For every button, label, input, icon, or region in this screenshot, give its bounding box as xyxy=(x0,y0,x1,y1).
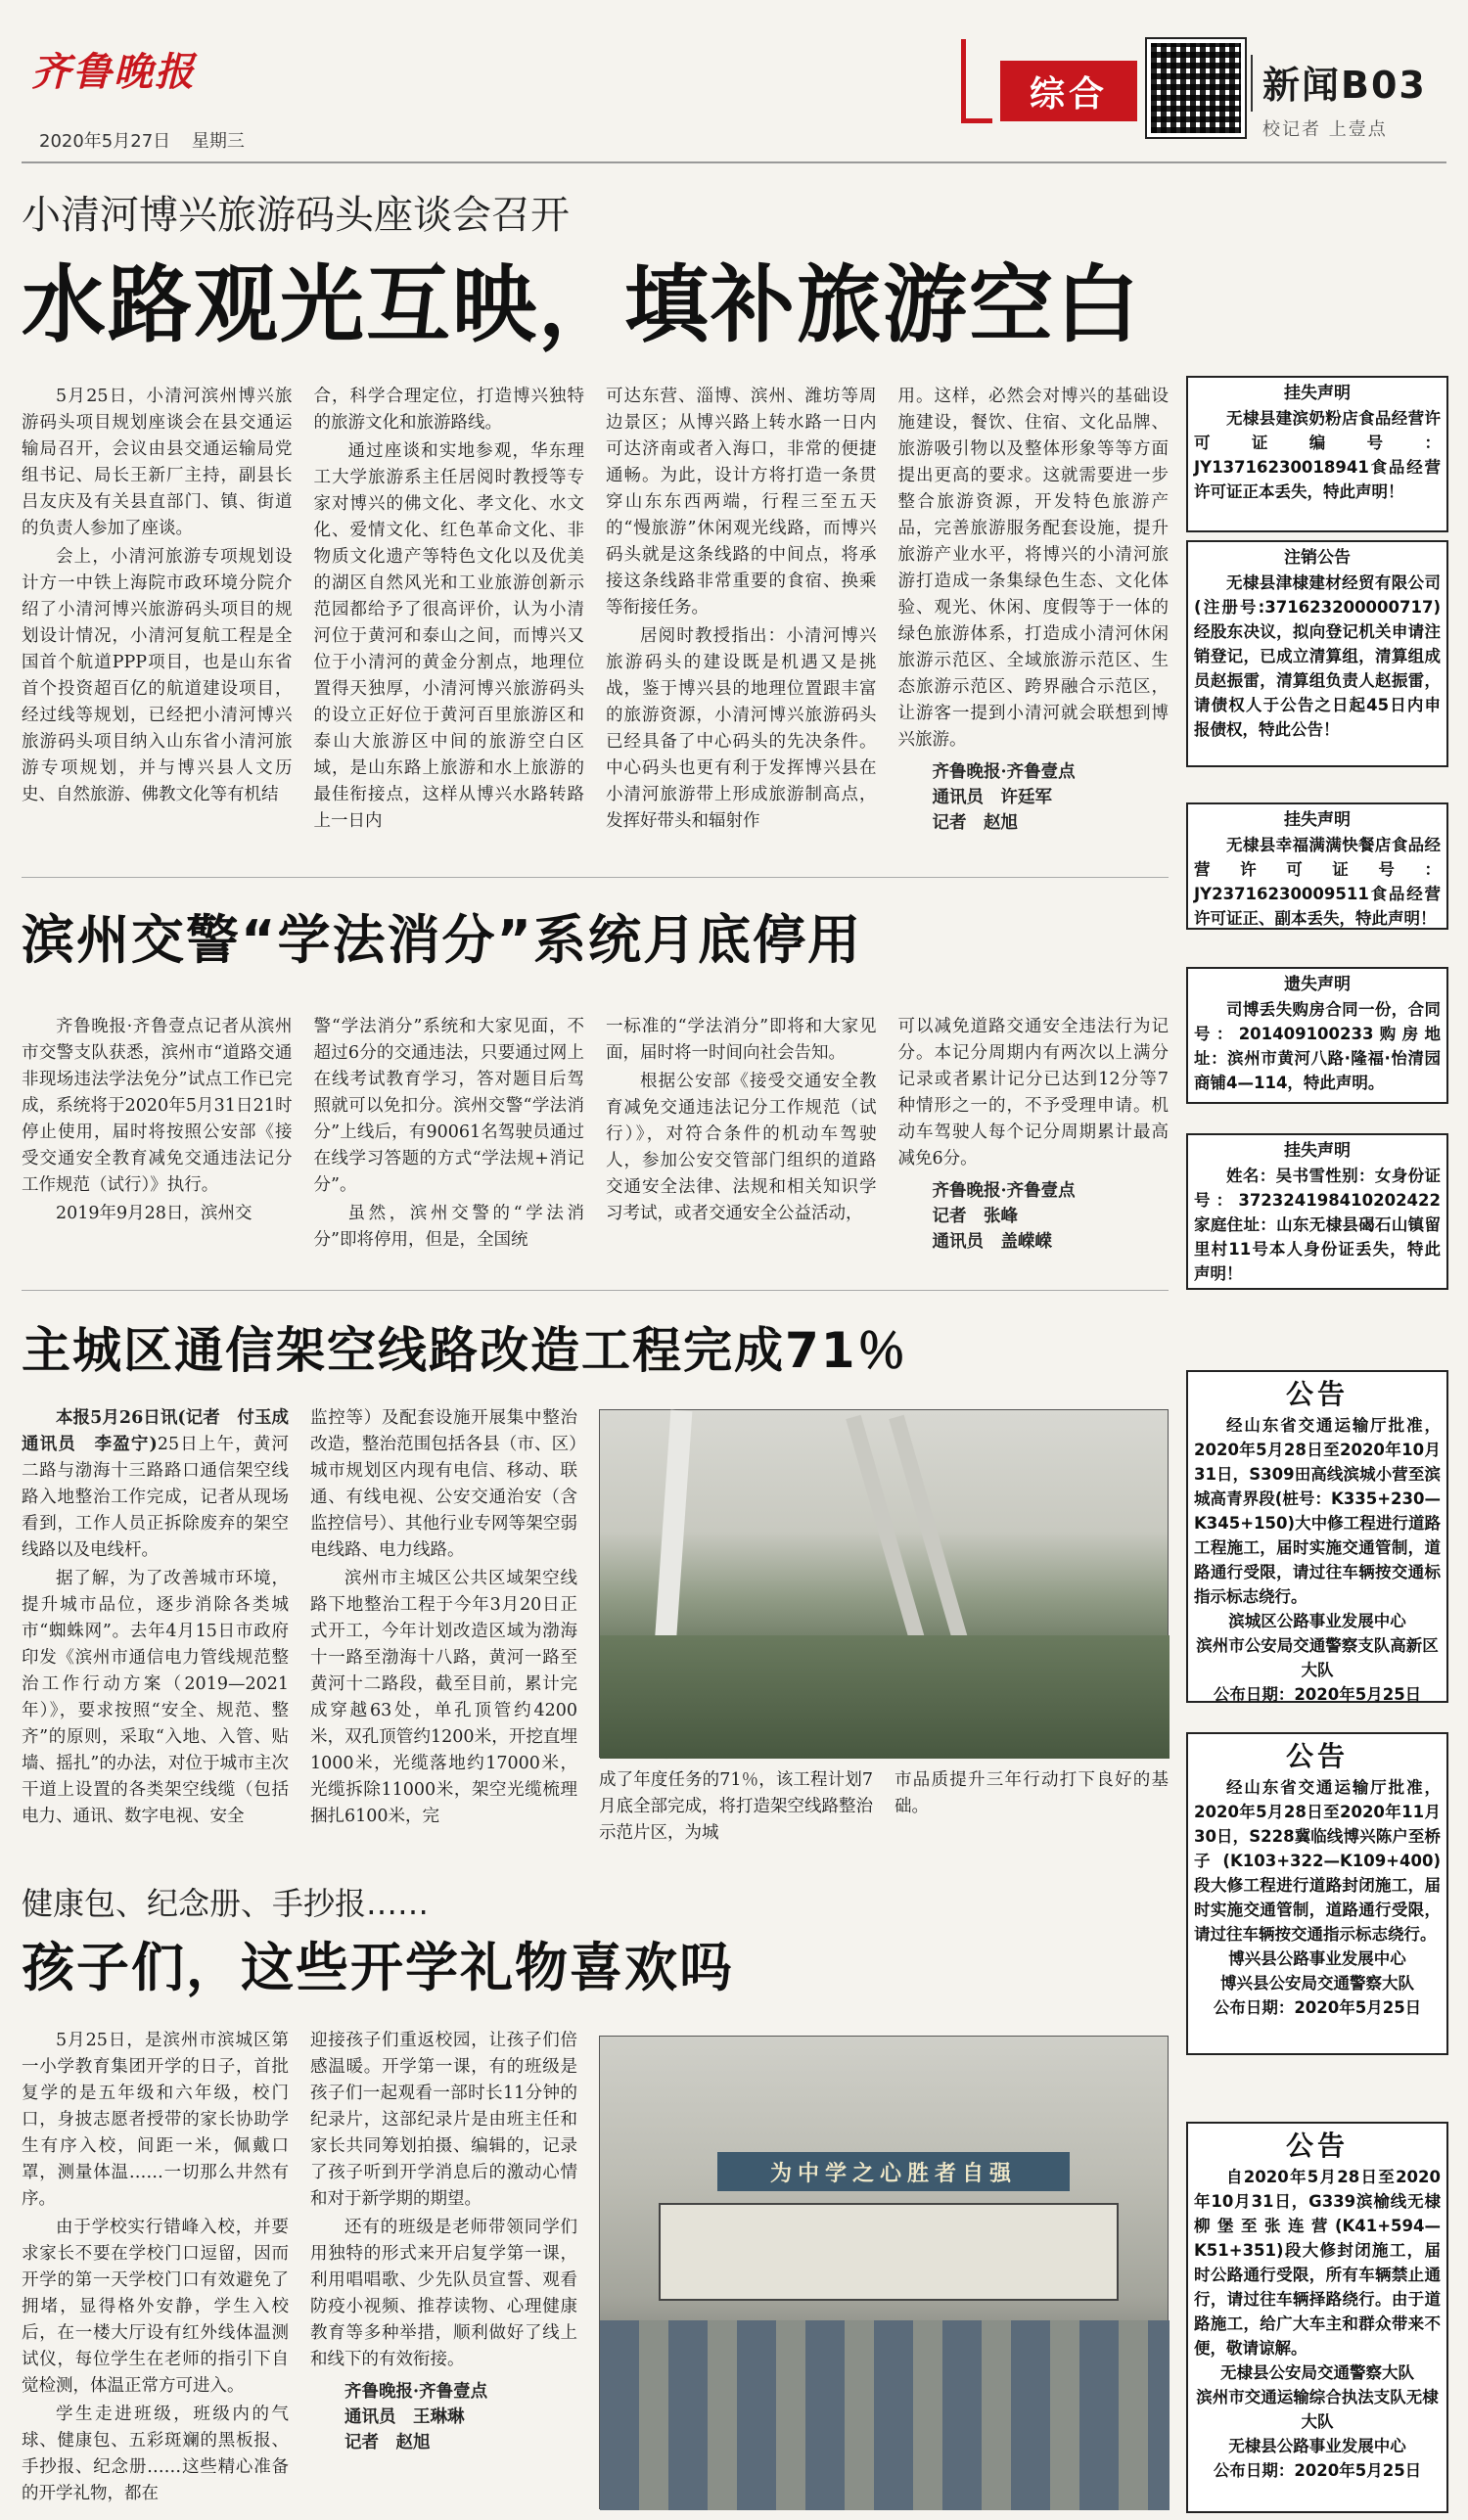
article2-paragraph: 根据公安部《接受交通安全教育减免交通违法记分工作规范（试行）》，对符合条件的机动车驾驶人，参加公安交管部门组织的道路交通安全法律、法规和相关知识学习考试，或者交通安全公益活动， xyxy=(606,1072,877,1223)
article3-lead-text: 25日上午，黄河二路与渤海十三路路口通信架空线路入地整治工作完成，记者从现场看到，工作人员正拆除废弃的架空线路以及电线杆。 xyxy=(22,1435,289,1560)
classified-ad xyxy=(1186,967,1448,1104)
ad-title: 挂失声明 xyxy=(1284,1141,1351,1161)
public-notice xyxy=(1186,1732,1448,2055)
caption-left: 成了年度任务的71％，该工程计划7月底全部完成，将打造架空线路整治示范片区，为城 xyxy=(599,1770,873,1843)
header-separator xyxy=(1251,55,1253,112)
notice-body: 经山东省交通运输厅批准，2020年5月28日至2020年11月30日，S228冀临线博兴陈户至桥子(K103+322—K109+400)段大修工程进行道路封闭施工，届时实施交通管制，道路通行受限，请过往车辆按交通指示标志绕行。 xyxy=(1194,1778,1441,1944)
ad-body: 姓名：吴书雪性别：女身份证号：372324198410202422家庭住址：山东无棣县碣石山镇留里村11号本人身份证丢失，特此声明！ xyxy=(1194,1167,1441,1283)
weekday-text: 星期三 xyxy=(191,131,245,152)
article3-paragraph xyxy=(22,1405,306,1564)
article1-col-1 xyxy=(22,384,293,861)
article4-col-1 xyxy=(22,2028,289,2507)
article1-paragraph: 5月25日，小清河滨州博兴旅游码头项目规划座谈会在县交通运输局召开，会议由县交通运输局党组书记、局长王新厂主持，副县长吕友庆及有关县直部门、镇、街道的负责人参加了座谈。 xyxy=(22,387,293,538)
notice-signatory: 滨州市公安局交通警察支队高新区大队 xyxy=(1196,1636,1439,1679)
byline-line: 记者 赵旭 xyxy=(344,2433,431,2452)
section-divider xyxy=(22,877,1169,878)
article3-paragraph: 监控等）及配套设施开展集中整治改造，整治范围包括各县（市、区）城市规划区内现有电信、移动、联通、有线电视、公安交通治安（含监控信号）、其他行业专网等架空弱电线路、电力线路。 xyxy=(310,1408,577,1560)
article4-body xyxy=(22,2028,577,2507)
classified-ad xyxy=(1186,540,1448,767)
notice-title: 公告 xyxy=(1285,1378,1349,1410)
page-number: 新闻B03 xyxy=(1262,64,1427,107)
blackboard-board xyxy=(659,2203,1119,2301)
date-text: 2020年5月27日 xyxy=(39,131,171,152)
notice-title: 公告 xyxy=(1285,1740,1349,1772)
ad-title: 遗失声明 xyxy=(1284,975,1351,994)
byline-line: 记者 赵旭 xyxy=(932,813,1018,833)
notice-signatory: 无棣县公路事业发展中心 xyxy=(1228,2437,1406,2455)
ad-body: 无棣县津棣建材经贸有限公司(注册号:371623200000717)经股东决议，拟向登记机关申请注销登记，已成立清算组，清算组成员赵振雷，清算组负责人赵振雷，请债权人于公告之日起45日内申报债权，特此公告！ xyxy=(1194,573,1441,739)
header-rule xyxy=(22,161,1446,163)
article4-paragraph: 5月25日，是滨州市滨城区第一小学教育集团开学的日子，首批复学的是五年级和六年级，校门口，身披志愿者授带的家长协助学生有序入校，间距一米，佩戴口罩，测量体温……一切那么井然有序。 xyxy=(22,2031,289,2209)
article4-col-2 xyxy=(310,2028,577,2507)
public-notice xyxy=(1186,2122,1448,2513)
publication-date xyxy=(39,127,260,153)
article2-paragraph: 可以减免道路交通安全违法行为记分。本记分周期内有两次以上满分记录或者累计记分已达到12分等7种情形之一的，不予受理申请。机动车驾驶人每个记分周期累计最高减免6分。 xyxy=(897,1017,1169,1168)
notice-date: 公布日期：2020年5月25日 xyxy=(1213,2461,1422,2480)
article2-col-4 xyxy=(898,1014,1170,1276)
tree-line xyxy=(600,1635,1170,1759)
notice-date: 公布日期：2020年5月25日 xyxy=(1213,1998,1422,2017)
byline-line: 通讯员 许廷军 xyxy=(932,788,1052,807)
article3-paragraph: 据了解，为了改善城市环境，提升城市品位，逐步消除各类城市“蜘蛛网”。去年4月15日市政府印发《滨州市通信电力管线规范整治工作行动方案（2019—2021年）》，要求按照“安全、规范、整齐”的原则，采取“入地、入管、贴墙、摇扎”的办法，对位于城市主次干道上设置的各类架空线缆（包括电力、通讯、数字电视、安全 xyxy=(22,1569,289,1826)
article3-lead-tag: 本报5月26日讯(记者 付玉成 通讯员 李盈宁) xyxy=(22,1408,306,1454)
article4-paragraph: 迎接孩子们重返校园，让孩子们倍感温暖。开学第一课，有的班级是孩子们一起观看一部时长11分钟的纪录片，这部纪录片是由班主任和家长共同筹划拍摄、编辑的，记录了孩子听到开学消息后的激动心情和对于新学期的期望。 xyxy=(310,2031,577,2209)
article3-headline: 主城区通信架空线路改造工程完成71％ xyxy=(22,1322,908,1379)
article2-col-1 xyxy=(22,1014,293,1276)
qr-code-icon[interactable] xyxy=(1147,39,1245,137)
ad-title: 注销公告 xyxy=(1284,548,1351,568)
article2-paragraph: 警“学法消分”系统和大家见面，不超过6分的交通违法，只要通过网上在线考试教育学习，答对题目后驾照就可以免扣分。滨州交警“学法消分”上线后，有90061名驾驶员通过在线学习答题的方式“学法规+消记分”。 xyxy=(313,1017,584,1195)
notice-signatory: 博兴县公路事业发展中心 xyxy=(1228,1949,1406,1968)
ad-body: 无棣县幸福满满快餐店食品经营许可证号：JY23716230009511食品经营许可证正、副本丢失，特此声明！ xyxy=(1194,836,1441,928)
notice-signatory: 滨城区公路事业发展中心 xyxy=(1228,1612,1406,1630)
byline-line: 记者 张峰 xyxy=(932,1207,1018,1226)
article3-col-2 xyxy=(310,1405,577,1852)
article1-paragraph: 居阅时教授指出：小清河博兴旅游码头的建设既是机遇又是挑战，鉴于博兴县的地理位置跟丰富的旅游资源，小清河博兴旅游码头已经具备了中心码头的先决条件。中心码头也更有利于发挥博兴县在小清河旅游带上形成旅游制高点，发挥好带头和辐射作 xyxy=(606,626,877,831)
article2-body xyxy=(22,1014,1169,1276)
editor-line: 校记者 上壹点 xyxy=(1262,119,1388,140)
classroom-banner: 为中学之心胜者自强 xyxy=(717,2152,1070,2191)
article4-paragraph: 由于学校实行错峰入校，并要求家长不要在学校门口逗留，因而开学的第一天学校门口有效避免了拥堵，显得格外安静，学生入校后，在一楼大厅设有红外线体温测试仪，每位学生在老师的指引下自觉检测，体温正常方可进入。 xyxy=(22,2218,289,2396)
photo-line-workers xyxy=(599,1409,1169,1758)
article4-headline: 孩子们，这些开学礼物喜欢吗 xyxy=(22,1937,734,1998)
article1-col-2 xyxy=(314,384,585,861)
article2-paragraph: 齐鲁晚报·齐鲁壹点记者从滨州市交警支队获悉，滨州市“道路交通非现场违法学法免分”试点工作已完成，系统将于2020年5月31日21时停止使用，届时将按照公安部《接受交通安全教育减免交通违法记分工作规范（试行）》执行。 xyxy=(22,1017,293,1195)
article1-paragraph: 通过座谈和实地参观，华东理工大学旅游系主任居阅时教授等专家对博兴的佛文化、孝文化、水文化、爱情文化、红色革命文化、非物质文化遗产等特色文化以及优美的湖区自然风光和工业旅游创新示范园都给予了很高评价，认为小清河位于黄河和泰山之间，而博兴又位于小清河的黄金分割点，地理位置得天独厚，小清河博兴旅游码头的设立正好位于黄河百里旅游区和泰山大旅游区中间的旅游空白区域，是山东路上旅游和水上旅游的最佳衔接点，这样从博兴水路转路上一日内 xyxy=(313,441,584,831)
caption-right: 市品质提升三年行动打下良好的基础。 xyxy=(895,1770,1169,1816)
article1-paragraph: 合，科学合理定位，打造博兴独特的旅游文化和旅游路线。 xyxy=(313,387,584,433)
notice-signatory: 博兴县公安局交通警察大队 xyxy=(1220,1974,1414,1993)
article2-paragraph: 一标准的“学法消分”即将和大家见面，届时将一时间向社会告知。 xyxy=(606,1017,877,1063)
notice-body: 自2020年5月28日至2020年10月31日，G339滨榆线无棣柳堡至张连营(K41+594—K51+351)段大修封闭施工，届时公路通行受限，所有车辆禁止通行，请过往车辆择路绕行。由于道路施工，给广大车主和群众带来不便，敬请谅解。 xyxy=(1194,2168,1441,2358)
byline-line: 齐鲁晚报·齐鲁壹点 xyxy=(344,2382,488,2402)
article1-paragraph: 可达东营、淄博、滨州、潍坊等周边景区；从博兴路上转水路一日内可达济南或者入海口，非常的便捷通畅。为此，设计方将打造一条贯穿山东东西两端，行程三至五天的“慢旅游”休闲观光线路，而博兴码头就是这条线路的中间点，将承接这条线路非常重要的食宿、换乘等衔接任务。 xyxy=(606,387,877,618)
students-desks xyxy=(600,2320,1170,2510)
article2-col-3 xyxy=(606,1014,877,1276)
notice-signatory: 滨州市交通运输综合执法支队无棣大队 xyxy=(1196,2388,1439,2431)
article1-paragraph: 用。这样，必然会对博兴的基础设施建设，餐饮、住宿、文化品牌、旅游吸引物以及整体形象等等方面提出更高的要求。这就需要进一步整合旅游资源，开发特色旅游产品，完善旅游服务配套设施，提升旅游产业水平，将博兴的小清河旅游打造成一条集绿色生态、文化体验、观光、休闲、度假等于一体的绿色旅游体系，打造成小清河休闲旅游示范区、全域旅游示范区、生态旅游示范区、跨界融合示范区，让游客一提到小清河就会联想到博兴旅游。 xyxy=(897,387,1169,750)
classified-ad xyxy=(1186,376,1448,532)
ad-title: 挂失声明 xyxy=(1284,384,1351,403)
photo-classroom xyxy=(599,2036,1169,2509)
byline-line: 通讯员 盖嵘嵘 xyxy=(932,1232,1052,1252)
article4-byline xyxy=(310,2379,577,2455)
notice-title: 公告 xyxy=(1285,2130,1349,2162)
article3-paragraph: 滨州市主城区公共区域架空线路下地整治工程于今年3月20日正式开工，今年计划改造区域为渤海十一路至渤海十八路，黄河一路至黄河十二路段，截至目前，累计完成穿越63处，单孔顶管约4200米，双孔顶管约1200米，开挖直埋1000米，光缆落地约17000米，光缆拆除11000米，架空光缆梳理捆扎6100米，完 xyxy=(310,1569,577,1826)
byline-line: 齐鲁晚报·齐鲁壹点 xyxy=(932,762,1076,782)
article2-byline xyxy=(898,1178,1170,1255)
page-label xyxy=(1262,55,1427,109)
article4-paragraph: 还有的班级是老师带领同学们用独特的形式来开启复学第一课，利用唱唱歌、少先队员宣誓、观看防疫小视频、推荐读物、心理健康教育等多种举措，顺利做好了线上和线下的有效衔接。 xyxy=(310,2218,577,2369)
notice-body: 经山东省交通运输厅批准，2020年5月28日至2020年10月31日，S309田高线滨城小营至滨城高青界段(桩号：K335+230—K345+150)大中修工程进行道路工程施工，届时实施交通管制，道路通行受限，请过往车辆按交通标指示标志绕行。 xyxy=(1194,1416,1441,1606)
ad-body: 司博丢失购房合同一份，合同号：201409100233购房地址：滨州市黄河八路·隆福·怡清园商铺4—114，特此声明。 xyxy=(1194,1000,1441,1092)
article3-photo-caption xyxy=(599,1767,1169,1847)
article2-paragraph: 虽然，滨州交警的“学法消分”即将停用，但是，全国统 xyxy=(313,1204,584,1250)
red-bracket-decoration xyxy=(961,39,992,123)
classified-ad xyxy=(1186,1133,1448,1290)
masthead xyxy=(22,22,1446,159)
ad-body: 无棣县建滨奶粉店食品经营许可证编号：JY13716230018941食品经营许可证正本丢失，特此声明！ xyxy=(1194,409,1441,501)
article4-paragraph: 学生走进班级，班级内的气球、健康包、五彩斑斓的黑板报、手抄报、纪念册……这些精心准备的开学礼物，都在 xyxy=(22,2405,289,2503)
article4-kicker: 健康包、纪念册、手抄报…… xyxy=(22,1885,430,1922)
article1-body xyxy=(22,384,1169,861)
notice-date: 公布日期：2020年5月25日 xyxy=(1213,1685,1422,1704)
section-divider xyxy=(22,1290,1169,1291)
newspaper-logo: 齐鲁晚报 xyxy=(31,49,196,95)
byline-line: 通讯员 王琳琳 xyxy=(344,2407,465,2427)
article2-paragraph: 2019年9月28日，滨州交 xyxy=(56,1204,252,1223)
article2-headline: 滨州交警“学法消分”系统月底停用 xyxy=(22,909,862,971)
article1-byline xyxy=(898,759,1170,836)
ad-title: 挂失声明 xyxy=(1284,810,1351,830)
article1-col-4 xyxy=(898,384,1170,861)
byline-line: 齐鲁晚报·齐鲁壹点 xyxy=(932,1181,1076,1201)
section-badge: 综合 xyxy=(1000,61,1137,121)
classified-ad xyxy=(1186,802,1448,930)
public-notice xyxy=(1186,1370,1448,1703)
article1-col-3 xyxy=(606,384,877,861)
article2-col-2 xyxy=(314,1014,585,1276)
article3-body xyxy=(22,1405,577,1852)
article1-paragraph: 会上，小清河旅游专项规划设计方一中铁上海院市政环境分院介绍了小清河博兴旅游码头项目的规划设计情况，小清河复航工程是全国首个航道PPP项目，也是山东省首个投资超百亿的航道建设项目，经过线等规划，已经把小清河博兴旅游码头项目纳入山东省小清河旅游专项规划，并与博兴县人文历史、自然旅游、佛教文化等有机结 xyxy=(22,547,293,804)
article3-col-1 xyxy=(22,1405,306,1852)
notice-signatory: 无棣县公安局交通警察大队 xyxy=(1220,2363,1414,2382)
article1-headline: 水路观光互映，填补旅游空白 xyxy=(22,256,1141,354)
article1-kicker: 小清河博兴旅游码头座谈会召开 xyxy=(22,193,570,238)
